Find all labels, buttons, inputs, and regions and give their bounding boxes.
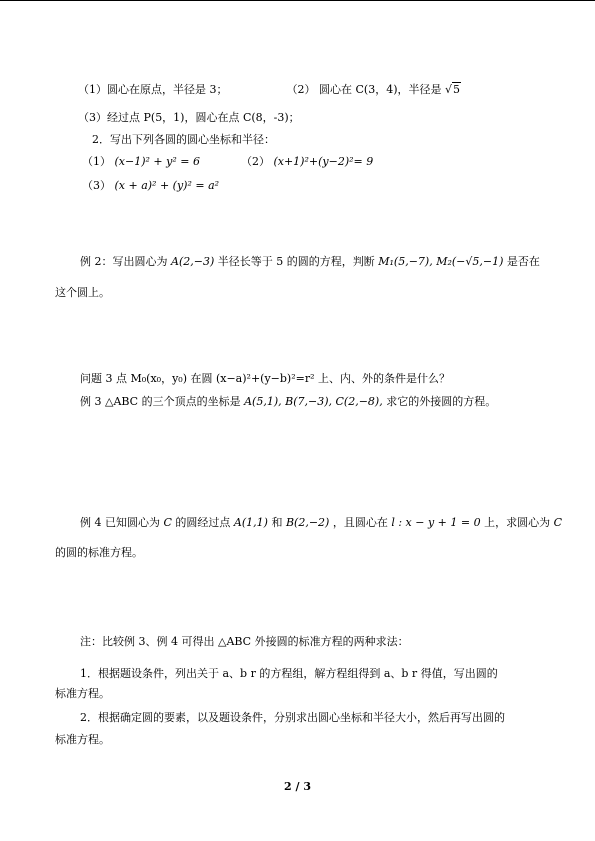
example2-text-a: 例 2：写出圆心为 [80, 255, 168, 268]
note-method2-line1: 2．根据确定圆的要素，以及题设条件，分别求出圆心坐标和半径大小，然后再写出圆的 [80, 711, 505, 724]
example4-point-a: A(1,1) [233, 516, 268, 529]
note-method1-line2: 标准方程。 [55, 687, 110, 700]
example2-points: M₁(5,−7), M₂(−√5,−1) [378, 255, 504, 268]
example4-point-b: B(2,−2) [285, 516, 330, 529]
exercise2-heading: 2．写出下列各圆的圆心坐标和半径： [92, 133, 275, 146]
example3-prefix: 例 3 △ABC 的三个顶点的坐标是 [80, 395, 241, 408]
exercise1-item2-prefix: （2） 圆心在 C(3，4)，半径是 [286, 83, 442, 96]
exercise1-item1: （1）圆心在原点，半径是 3； [78, 83, 228, 96]
example4-c1: C [163, 516, 172, 529]
example4-text-a: 例 4 已知圆心为 [80, 516, 160, 529]
exercise2-item1-label: （1） [82, 155, 111, 168]
example3-suffix: 求它的外接圆的方程。 [386, 395, 497, 408]
page-number: 2 / 3 [284, 780, 311, 793]
exercise2-row1 [82, 155, 373, 169]
note-method1-line1: 1．根据题设条件，列出关于 a、b r 的方程组，解方程组得到 a、b r 得值，写出圆的 [80, 667, 498, 680]
example4-text-d: 上，求圆心为 [484, 516, 551, 529]
exercise2-item3-eq: (x + a)² + (y)² = a² [114, 179, 220, 192]
example4-line-eq: l : x − y + 1 = 0 [391, 516, 481, 529]
example2-text-c: 是否在 [506, 255, 540, 268]
exercise2-item2-label: （2） [240, 155, 270, 168]
example4-line1 [80, 516, 562, 530]
example2-line2: 这个圆上。 [55, 286, 110, 299]
question3-text: 问题 3 点 M₀(x₀，y₀) 在圆 (x−a)²+(y−b)²=r² 上、内、外的条件是什么？ [80, 372, 451, 385]
example4-line2: 的圆的标准方程。 [55, 546, 143, 559]
exercise2-item3-label: （3） [82, 179, 111, 192]
example2-center: A(2,−3) [171, 255, 215, 268]
example2-line1 [80, 255, 540, 269]
note-method2-line2: 标准方程。 [55, 733, 110, 746]
exercise2-item2-eq: (x+1)²+(y−2)²= 9 [273, 155, 374, 168]
example3-points: A(5,1), B(7,−3), C(2,−8), [244, 395, 383, 408]
example4-text-c: ，且圆心在 [332, 516, 388, 529]
sqrt-value: 5 [453, 83, 461, 96]
example2-text-b: 半径长等于 5 的圆的方程，判断 [217, 255, 375, 268]
example4-and: 和 [271, 516, 283, 529]
exercise2-item1-eq: (x−1)² + y² = 6 [114, 155, 200, 168]
example4-c2: C [553, 516, 563, 529]
exercise2-row2 [82, 179, 219, 193]
note-heading: 注：比较例 3、例 4 可得出 △ABC 外接圆的标准方程的两种求法： [80, 635, 409, 648]
example3-line [80, 395, 496, 409]
exercise1-line1 [78, 82, 461, 97]
example4-text-b: 的圆经过点 [175, 516, 231, 529]
header-rule [0, 0, 595, 1]
exercise1-item3: （3）经过点 P(5，1)，圆心在点 C(8，-3)； [78, 111, 300, 124]
sqrt-expression: √5 [445, 83, 461, 96]
